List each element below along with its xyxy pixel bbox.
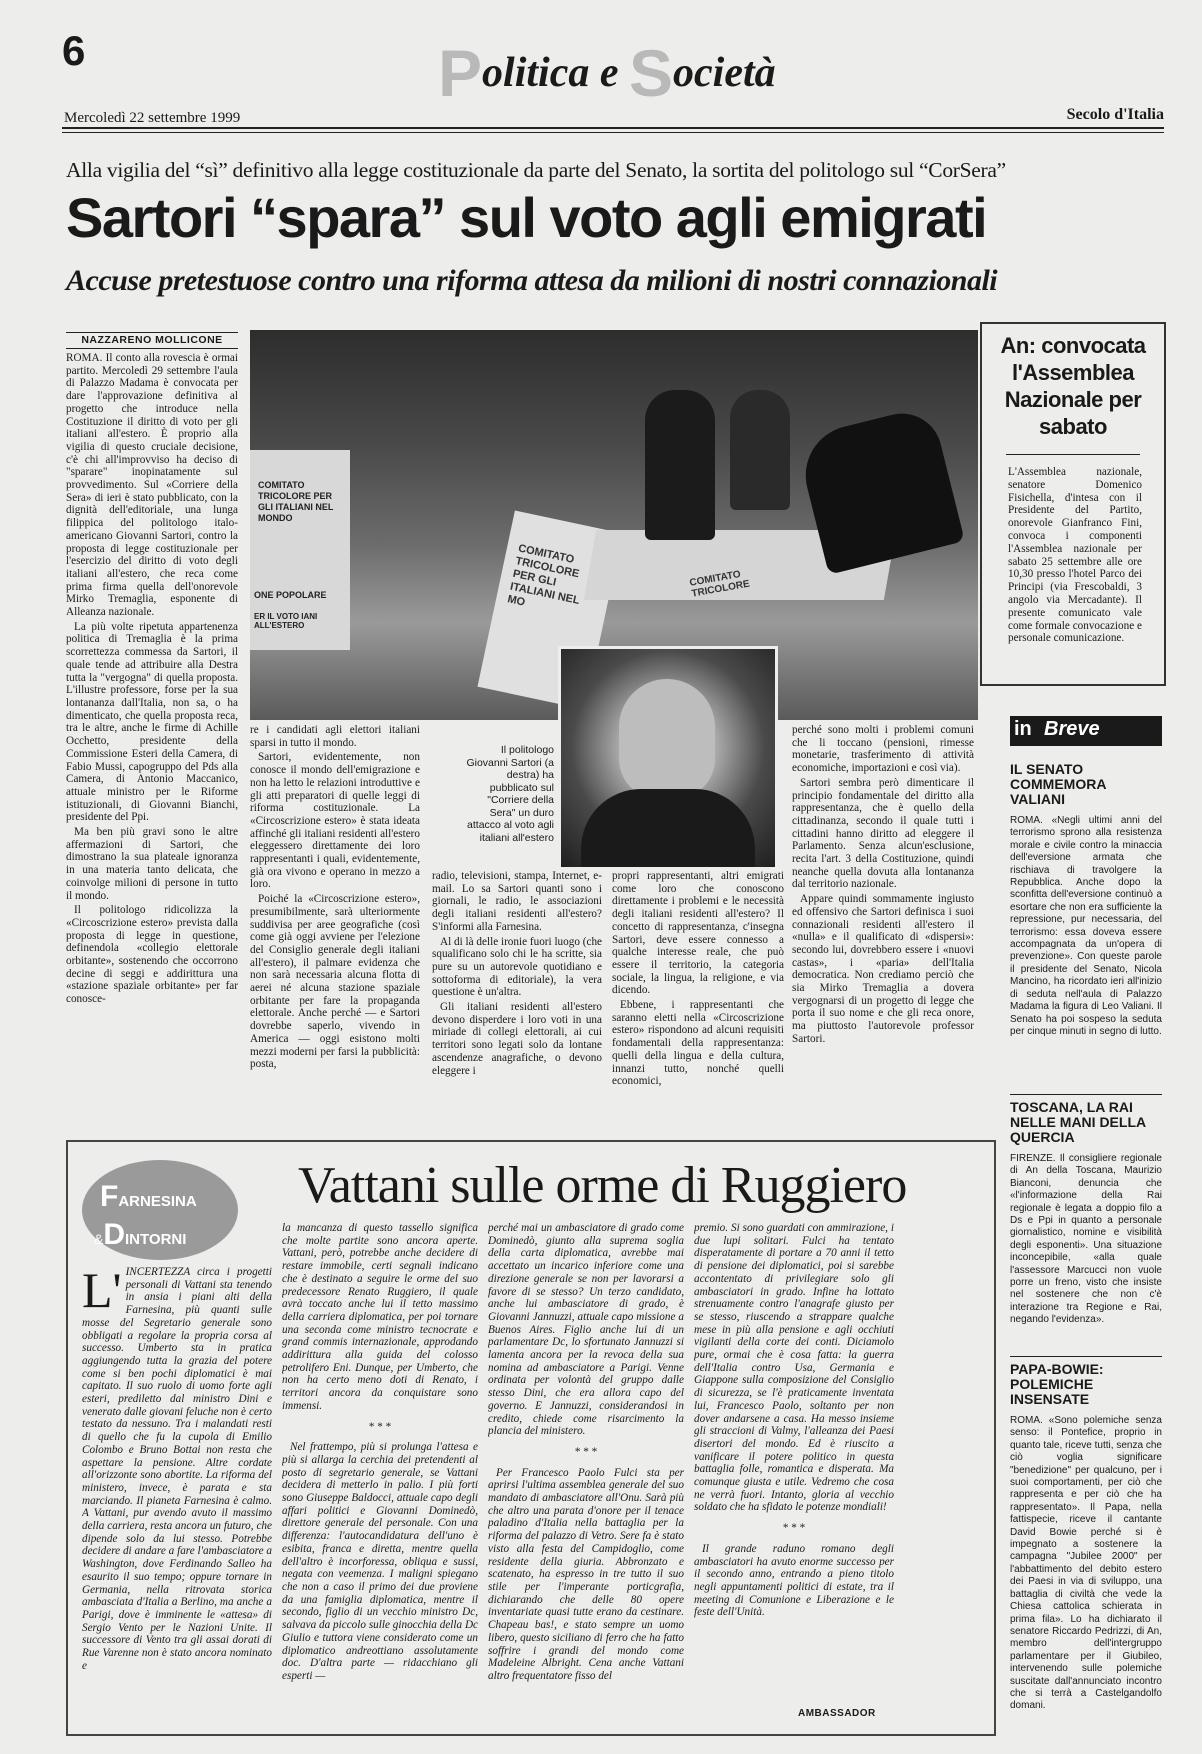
farnesina-stars-2: * * * — [574, 1445, 598, 1458]
farnesina-headline: Vattani sulle orme di Ruggiero — [298, 1157, 907, 1214]
col3-paragraph-3: Gli italiani residenti all'estero devono disperdere i loro voti in una miriade di collegi elettorali, ai cui territori sono legati solo da lontane ascendenze anagrafiche, o devono eleggere i — [432, 1001, 602, 1077]
assembly-notice-text: L'Assemblea nazionale, senatore Domenico Fisichella, d'intesa con il Presidente del Partito, onorevole Gianfranco Fini, convoca i componenti l'Assemblea nazionale per sabato 25 settembre alle ore 10,30 presso l'hotel Parco dei Principi (via Frescobaldi, 3 angolo via Mercadante). Il presente comunicato vale come formale convocazione e personale comunicazione. — [1008, 466, 1142, 645]
brief-text-1: ROMA. «Negli ultimi anni del terrorismo sprono alla resistenza morale e civile contro la minaccia dell'eversione armata che rischiava di travolgere la Repubblica. Anche dopo la sconfitta dell'eversione continuò a esortare che non era sufficiente la repressione, pur necessaria, del terrorismo: essa doveva essere accompagnata da un'opera di prevenzione». Con queste parole il presidente del Senato, Nicola Mancino, ha ricordato ieri all'inizio di seduta nell'aula di Palazzo Madama la figura di Leo Valiani. Il Senato ha poi sospeso la seduta per cinque minuti in segno di lutto. — [1010, 815, 1162, 1037]
article-column-3 — [432, 870, 602, 1090]
brief-text-2: FIRENZE. Il consigliere regionale di An della Toscana, Maurizio Bianconi, denuncia che «l'informazione della Rai regionale è legata a doppio filo a Ds e Ppi in quanto a personale giornalistico, nomine e visibilità degli esponenti». Una situazione inconcepibile, «alla quale l'assessore Marcucci non vuole porre un freno, visto che insiste nel sostenere che non c'è interazione tra Regione e Rai, negando l'evidenza». — [1010, 1153, 1162, 1326]
logo-line-1 — [100, 1180, 197, 1214]
brief-item-3 — [1010, 1362, 1162, 1713]
col4-paragraph-1: propri rappresentanti, altri emigrati come loro che conoscono direttamente i problemi e le necessità degli italiani residenti all'estero? Il concetto di rappresentanza, c'insegna Sartori, deve essere connesso a qualche interesse reale, che può essere il territorio, la categoria sociale, la lingua, la religione, e via dicendo. — [612, 870, 784, 997]
farnesina-column-1 — [82, 1266, 272, 1726]
brief-divider-2 — [1010, 1356, 1162, 1357]
farnesina-col3-paragraph-2: Per Francesco Paolo Fulci sta per aprirsi l'ultima assemblea generale del suo mandato di ambasciatore all'Onu. Sarà più che altro una parata d'onore per il tenace paladino d'Italia nella battaglia per la riforma del palazzo di Vetro. Sere fa è stato visto alla festa del Campidoglio, come residente della giuria. Abbronzato e scatenato, ha espresso in tre tutto il suo stile per l'imperante porticgrafia, dichiarando che delle 80 opere inventariate quasi tutte erano da cestinare. Chapeau bas!, e stato sempre un uomo libero, questo siciliano di ferro che ha fatto soffrire i grandi del mondo come Madeleine Albright. Cena anche Vattani altro frequentatore fisso del — [488, 1466, 684, 1682]
poster-text-1: COMITATO TRICOLORE PER GLI ITALIANI NEL MONDO — [258, 480, 334, 523]
in-breve-label-breve: Breve — [1044, 718, 1100, 740]
logo-word-2: INTORNI — [125, 1231, 187, 1248]
inset-photo-suit — [581, 789, 755, 869]
farnesina-stars-3: * * * — [782, 1522, 806, 1535]
assembly-notice-divider — [1006, 454, 1140, 455]
photo-person-1 — [645, 390, 715, 540]
page-number: 6 — [62, 27, 86, 74]
farnesina-col2-paragraph-2: Nel frattempo, più si prolunga l'attesa e più si allarga la cerchia dei pretendenti al posto di segretario generale, se Vattani decidera di metterlo in palio. I più forti sono Giuseppe Baldocci, attuale capo degli affari politici e Giovanni Dominedò, direttore generale del personale. Con una differenza: l'autocandidatura dell'uno è esibita, franca e diretta, mentre quella dell'altro è incorforessa, obliqua e sussi, negata con veemenza. I maligni spiegano che non a caso il primo dei due proviene da una famiglia diplomatica, mentre il secondo, figlio di un vecchio ministro Dc, salvava da piccolo sulle ginocchia della Dc Giulio e tuttora viene considerato come un diplomatico andreottiano assolutamente doc. D'altra parte — ridacchiano gli esperti — — [282, 1441, 478, 1682]
col2-paragraph-2: Sartori, evidentemente, non conosce il mondo dell'emigrazione e non ha letto le relazioni introduttive e gli atti preparatori di quelle leggi di riforma costituzionale. La «Circoscrizione estero» è stata ideata affinché gli italiani residenti all'estero eleggessero direttamente dei loro rappresentanti i quali, evidentemente, già ora vivono e operano in mezzo a loro. — [250, 751, 420, 891]
col3-paragraph-1: radio, televisioni, stampa, Internet, e-mail. Lo sa Sartori quanti sono i giornali, le radio, le associazioni degli italiani residenti all'estero? S'informi alla Farnesina. — [432, 870, 602, 933]
section-title-text-2: ocietà — [673, 50, 776, 96]
farnesina-dropcap: L' — [82, 1266, 122, 1318]
brief-title-3: PAPA-BOWIE: POLEMICHE INSENSATE — [1010, 1361, 1104, 1407]
poster-text-5: COMITATO TRICOLORE — [688, 569, 751, 600]
article-column-4 — [612, 870, 784, 1090]
section-title-initial-s: S — [629, 36, 674, 110]
farnesina-signature: AMBASSADOR — [798, 1708, 876, 1719]
article-column-1 — [66, 352, 238, 1090]
col2-paragraph-1: re i candidati agli elettori italiani sparsi in tutto il mondo. — [250, 724, 420, 749]
brief-text-3: ROMA. «Sono polemiche senza senso: il Pontefice, proprio in quanto tale, riceve tutti, senza che ciò voglia significare "benedizione" per qualcuno, per i suoi comportamenti, per ciò che rappresenta e per ciò che ha rappresentato». Il Papa, nella fattispecie, riceve il cantante David Bowie perché si è impegnato a sostenere la campagna "Jubilee 2000" per l'abbattimento del debito estero dei Paesi in via di sviluppo, una battaglia di civiltà che vede la Chiesa cattolica schierata in prima fila». Lo ha dichiarato il senatore Riccardo Pedrizzi, di An, membro dell'intergruppo parlamentare per il Giubileo, intervenendo sulle polemiche suscitate dall'annunciato incontro che si terrà a Castelgandolfo domani. — [1010, 1415, 1162, 1712]
header-rule — [62, 127, 1164, 129]
inset-photo-face — [619, 679, 715, 799]
farnesina-column-3 — [488, 1222, 684, 1726]
in-breve-label-in: in — [1014, 718, 1032, 740]
farnesina-column-4 — [694, 1222, 894, 1702]
farnesina-col2-paragraph-1: la mancanza di questo tassello significa che molte partite sono ancora aperte. Vattani, però, potrebbe anche decidere di restare immobile, certi segnali indicano che è destinato a seguire le orme del suo predecessore Renato Ruggiero, il quale avrà toccato anche lui il tetto massimo della carriera diplomatica, per poi tornare una seconda come ministro tecnocrate e grand commis internazionale, approdando addirittura alla guida del colosso petrolifero Eni. Dunque, per Umberto, che non ha certo meno doti di Renato, i territori ancora da conquistare sono immensi. — [282, 1222, 478, 1412]
masthead: Secolo d'Italia — [1066, 106, 1164, 123]
farnesina-col3-paragraph-1: perché mai un ambasciatore di grado come Dominedò, giunto alla suprema soglia della carta diplomatica, avrebbe mai accettato un incarico inferiore come una direzione generale se non per lavorarsi a favore di se stesso? Un terzo candidato, anche lui ambasciatore di grado, è Giovanni Jannuzzi, attuale capo missione a Buenos Aires. Figlio anche lui di un parlamentare Dc, lo sfortunato Jannuzzi si lamenta ancora per la revoca della sua nomina ad ambasciatore a Parigi. Venne ordinata per volontà del gruppo dalle stesso Dini, che era allora capo del governo. E Jannuzzi, considerandosi in credito, chiede come risarcimento la plancia del ministero. — [488, 1222, 684, 1438]
author-rule — [66, 332, 238, 333]
farnesina-col4-paragraph-2: Il grande raduno romano degli ambasciatori ha avuto enorme successo per il secondo anno, entrando a pieno titolo negli appuntamenti politici di estate, tra il meeting di Comunione e Liberazione e le feste dell'Unità. — [694, 1542, 894, 1619]
logo-word-1: ARNESINA — [118, 1193, 197, 1210]
col5-paragraph-1: perché sono molti i problemi comuni che li toccano (pensioni, rimesse monetarie, trasferimento di attività economiche, importazioni e così via). — [792, 724, 974, 775]
logo-ampersand: & — [94, 1231, 104, 1247]
author-byline: NAZZARENO MOLLICONE — [81, 334, 223, 346]
author-rule-bottom — [66, 348, 238, 349]
subhead: Accuse pretestuose contro una riforma attesa da milioni di nostri connazionali — [66, 264, 998, 297]
headline: Sartori “spara” sul voto agli emigrati — [66, 186, 987, 249]
logo-initial-d: D — [103, 1218, 126, 1251]
article-column-5 — [792, 724, 974, 1090]
assembly-notice-box — [980, 322, 1166, 686]
brief-item-1 — [1010, 762, 1162, 1038]
col4-paragraph-2: Ebbene, i rappresentanti che saranno eletti nella «Circoscrizione estero» rispondono ad alcuni requisiti fondamentali della rappresentanza: quelli della lingua e della cultura, innanzi tutto, nonché quelli economici, — [612, 999, 784, 1088]
logo-line-2 — [94, 1218, 186, 1252]
issue-date: Mercoledì 22 settembre 1999 — [64, 110, 241, 126]
assembly-notice-title: An: convocata l'Assemblea Nazionale per sabato — [1000, 333, 1146, 439]
logo-initial-f: F — [100, 1180, 119, 1213]
photo-person-2 — [730, 390, 790, 510]
col5-paragraph-2: Sartori sembra però dimenticare il principio fondamentale del diritto alla rappresentanza, che è quello della cittadinanza, secondo il quale tutti i cittadini hanno diritto ad eleggere il Parlamento. Senza alcun'esclusione, recita l'art. 3 della Costituzione, quindi neanche quella dovuta alla lontananza dal territorio nazionale. — [792, 776, 974, 891]
brief-item-2 — [1010, 1100, 1162, 1327]
col1-paragraph-2: La più volte ripetuta appartenenza politica di Tremaglia è la prima scorrettezza commessa da Sartori, il quale tende ad attribuire alla Destra tutta la "vergogna" di quella proposta. L'illustre professore, forse per la sua lontananza dall'Italia, non sa, o ha dimenticato, che quella proposta reca, tra le altre, anche le firme di Achille Occhetto, presidente della Commissione Esteri della Camera, di Fabio Mussi, capogruppo del Pds alla Camera, di Antonio Maccanico, attuale ministro per le Riforme istituzionali, di Giovanni Bianchi, presidente del Ppi. — [66, 620, 238, 824]
col2-paragraph-3: Poiché la «Circoscrizione estero», presumibilmente, sarà ulteriormente suddivisa per aree geografiche (così come già oggi avviene per l'elezione del Consiglio generale degli italiani all'estero), il palmare evidenza che non sarà necessaria alcuna flotta di aerei né alcuna stazione spaziale orbitante per fare la propaganda elettorale. Anche perché — e Sartori dovrebbe saperlo, vivendo in America — oggi esistono molti mezzi moderni per farsi la pubblicità: posta, — [250, 893, 420, 1071]
brief-title-2: TOSCANA, LA RAI NELLE MANI DELLA QUERCIA — [1010, 1099, 1146, 1145]
brief-title-1: IL SENATO COMMEMORA VALIANI — [1010, 761, 1106, 807]
farnesina-col4-paragraph-1: premio. Si sono guardati con ammirazione, i due lupi solitari. Fulci ha tentato disperatamente di portare a 70 anni il tetto di pensione dei diplomatici, poi si sarebbe accontentato di privilegiare solo gli ambasciatori in grado. Infine ha lottato strenuamente contro l'anagrafe giusto per se stesso, riuscendo a strappare qualche mese in più alla pensione e agli occhiuti vigilanti della corte dei conti. Diciamolo pure, ormai che è cosa fatta: la guerra dell'Italia contro Usa, Germania e Giappone sulla composizione del Consiglio di sicurezza, se l'è praticamente inventata lui, Francesco Paolo, soltanto per non dover andarsene a casa. Ha messo insieme gli straccioni di Valmy, l'alleanza dei Paesi disertori del mondo. Ed è riuscito a vanificare il potere politico in questa battaglia folle, romantica e disperata. Ma comunque giusta e utile. Vedremo che cosa ne verrà fuori. Intanto, gloria al vecchio soldato che ha sfidato le potenze mondiali! — [694, 1222, 894, 1514]
article-column-2 — [250, 724, 420, 1090]
in-breve-banner — [1010, 716, 1162, 746]
farnesina-logo — [82, 1160, 238, 1260]
col1-paragraph-4: Il politologo ridicolizza la «Circoscrizione estero» prevista dalla proposta di legge in questione, definendola «collegio elettorale orbitante», sostenendo che occorrono decine di seggi e addirittura una «stazione spaziale orbitante» per far conosce- — [66, 904, 238, 1006]
farnesina-box — [66, 1140, 996, 1736]
photo-caption: Il politologo Giovanni Sartori (a destra) ha pubblicato sul "Corriere della Sera" un duro attacco al voto agli italiani all'estero — [466, 744, 554, 844]
kicker: Alla vigilia del “sì” definitivo alla legge costituzionale da parte del Senato, la sortita del politologo sul “CorSera” — [66, 158, 1006, 182]
poster-text-2: ONE POPOLARE — [254, 590, 327, 600]
farnesina-col1-text: INCERTEZZA circa i progetti personali di Vattani sta tenendo in ansia i piani alti della Farnesina, più quanti sulle mosse del Segretario generale sono obbligati a regolare la propria corsa al successo. Umberto sta in pratica aggiungendo tutta la grazia del potere come si ben pochi diplomatici è mai capitato. Il suo ruolo di uomo forte agli esteri, prediletto dal ministro Dini e venerato dalle giovani feluche non è certo testato da nessuno. Tra i malandati resti di quello che fu la cupola di Emilio Colombo e Bruno Bottai non resta che aspettare la pensione. Altre cordate all'orizzonte sono abortite. La riforma del ministero, invece, è parata e sta marciando. Il pianeta Farnesina è calmo. A Vattani, pur avendo avuto il massimo della carriera, resta ancora un futuro, che dipende solo da lui stesso. Potrebbe decidere di andare a fare l'ambasciatore a Washington, dove Ferdinando Salleo ha esaurito il suo tempo; oppure tornare in Germania, nella ritrovata storica ambasciata d'Italia a Berlino, ma anche a Parigi, dove è imminente le «attesa» di Sergio Vento per le Nazioni Unite. Il successore di Vento tra gli assai dorati di Rue Varenne non è stato ancora nominato e — [82, 1266, 272, 1672]
brief-divider-1 — [1010, 1094, 1162, 1095]
col5-paragraph-3: Appare quindi sommamente ingiusto ed offensivo che Sartori definisca i suoi connazionali residenti all'estero il «nulla» e il qualificato di «dispersi»: secondo lui, dovrebbero essere i «nuovi castas», i «paria» dell'Italia democratica. Non crediamo perciò che sia Mirko Tremaglia a dovera vergognarsi di un progetto di legge che porta il suo nome e che gli reca onore, ma piuttosto l'autorevole professor Sartori. — [792, 893, 974, 1045]
section-title — [438, 36, 776, 110]
poster-text-4: COMITATO TRICOLORE PER GLI ITALIANI NEL MO — [506, 542, 581, 609]
section-title-initial-p: P — [438, 36, 483, 110]
inset-photo-sartori — [558, 646, 778, 870]
col1-paragraph-3: Ma ben più gravi sono le altre affermazioni di Sartori, che dimostrano la sua plateale ignoranza in una materia tanto delicata, che coinvolge milioni di persone in tutto il mondo. — [66, 826, 238, 902]
col3-paragraph-2: Al di là delle ironie fuori luogo (che squalificano solo chi le ha scritte, sia pure su un autorevole quotidiano e sottoforma di editoriale), la vera questione è un'altra. — [432, 935, 602, 999]
col1-paragraph-1: ROMA. Il conto alla rovescia è ormai partito. Mercoledì 29 settembre l'aula di Palazzo Madama è convocata per dare l'approvazione definitiva al progetto che introduce nella Costituzione il diritto di voto per gli italiani all'estero. È proprio alla vigilia di questo cruciale decisione, c'è chi all'improvviso ha deciso di "sparare" inopinatamente sul provvedimento. Sul «Corriere della Sera» di ieri è stato pubblicato, con la dignità dell'editoriale, una lunga filippica del politologo italo-americano Giovanni Sartori, contro la proposta di legge costituzionale per l'esercizio del diritto di voto degli italiani all'estero, che reca come prima firma quella dell'onorevole Mirko Tremaglia, esponente di Alleanza nazionale. — [66, 352, 238, 619]
farnesina-column-2 — [282, 1222, 478, 1726]
section-title-text-1: olitica e — [482, 50, 629, 96]
header-rule-thin — [62, 132, 1164, 133]
farnesina-stars-1: * * * — [368, 1420, 392, 1433]
poster-text-3: ER IL VOTO IANI ALL'ESTERO — [254, 612, 318, 630]
